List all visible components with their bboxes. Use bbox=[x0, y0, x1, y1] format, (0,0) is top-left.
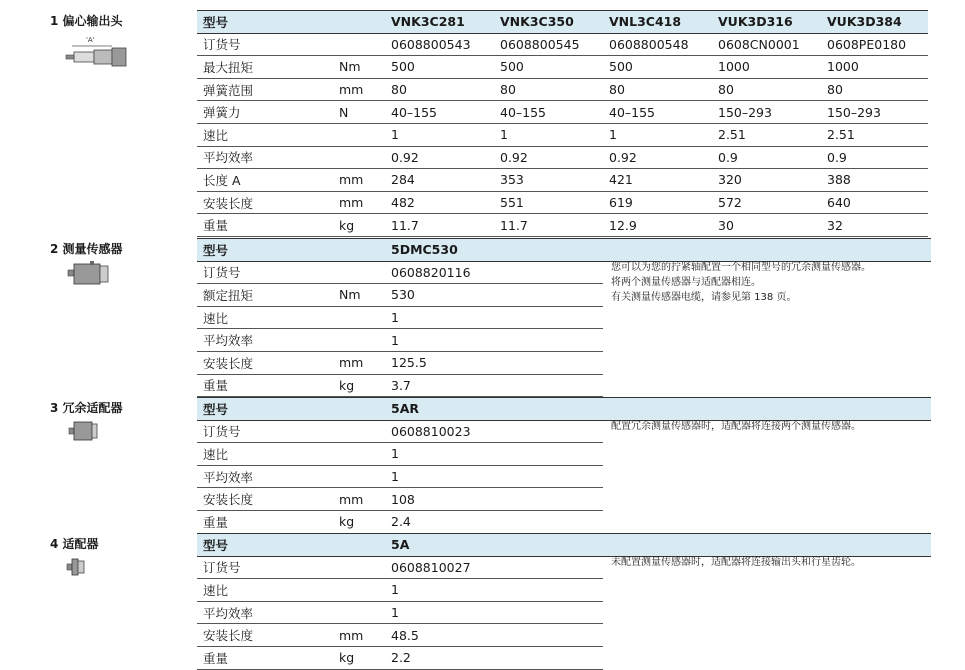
table-cell: 421 bbox=[603, 169, 712, 192]
table-cell: 弹簧范围 bbox=[197, 78, 333, 101]
table-cell: 500 bbox=[603, 56, 712, 79]
table-cell: 重量 bbox=[197, 374, 333, 397]
table-cell: 速比 bbox=[197, 123, 333, 146]
spec-table bbox=[197, 10, 928, 237]
table-cell: 平均效率 bbox=[197, 601, 333, 624]
table-cell: 551 bbox=[494, 191, 603, 214]
table-cell: 1 bbox=[385, 601, 603, 624]
table-cell: 0608810027 bbox=[385, 556, 603, 579]
section-note: 您可以为您的拧紧轴配置一个相同型号的冗余测量传感器。 将两个测量传感器与适配器相连。 有关测量传感器电缆，请参见第 138 页。 bbox=[611, 262, 871, 303]
table-cell: 150–293 bbox=[821, 101, 928, 124]
table-cell bbox=[333, 33, 385, 56]
table-cell: 150–293 bbox=[712, 101, 821, 124]
transducer-icon bbox=[66, 260, 112, 292]
table-cell: 40–155 bbox=[603, 101, 712, 124]
table-cell: mm bbox=[333, 78, 385, 101]
table-cell: 32 bbox=[821, 214, 928, 237]
table-row bbox=[197, 191, 928, 214]
table-cell: 速比 bbox=[197, 443, 333, 466]
table-row bbox=[197, 329, 603, 352]
table-cell: 48.5 bbox=[385, 624, 603, 647]
table-row bbox=[197, 214, 928, 237]
eccentric-output-icon bbox=[62, 34, 132, 76]
table-cell: N bbox=[333, 101, 385, 124]
spec-table bbox=[197, 533, 603, 670]
header-row: 型号 5AR bbox=[197, 398, 603, 421]
table-cell bbox=[333, 146, 385, 169]
table-cell: 0.92 bbox=[603, 146, 712, 169]
table-cell: 1 bbox=[385, 329, 603, 352]
table-cell: 1 bbox=[494, 123, 603, 146]
table-cell: 1 bbox=[385, 306, 603, 329]
table-cell bbox=[333, 556, 385, 579]
table-row bbox=[197, 123, 928, 146]
table-row bbox=[197, 261, 603, 284]
table-cell: 2.2 bbox=[385, 646, 603, 669]
table-cell: kg bbox=[333, 374, 385, 397]
table-cell: 2.4 bbox=[385, 510, 603, 533]
table-cell: 订货号 bbox=[197, 261, 333, 284]
table-cell: 572 bbox=[712, 191, 821, 214]
table-cell: 12.9 bbox=[603, 214, 712, 237]
table-cell: 安装长度 bbox=[197, 351, 333, 374]
table-row bbox=[197, 488, 603, 511]
table-cell: 11.7 bbox=[385, 214, 494, 237]
adapter-icon bbox=[66, 555, 90, 583]
table-cell bbox=[333, 579, 385, 602]
table-cell: 额定扭矩 bbox=[197, 284, 333, 307]
section-title: 4 适配器 bbox=[50, 537, 99, 551]
table-row bbox=[197, 579, 603, 602]
table-cell bbox=[333, 306, 385, 329]
section-note: 未配置测量传感器时，适配器将连接输出头和行星齿轮。 bbox=[611, 557, 861, 568]
table-cell: 0.92 bbox=[385, 146, 494, 169]
table-cell: Nm bbox=[333, 284, 385, 307]
table-row bbox=[197, 306, 603, 329]
header-row: 型号 5DMC530 bbox=[197, 239, 603, 262]
redundant-adapter-icon bbox=[68, 419, 100, 447]
section-title: 2 测量传感器 bbox=[50, 242, 123, 256]
table-cell: 530 bbox=[385, 284, 603, 307]
table-cell: 最大扭矩 bbox=[197, 56, 333, 79]
table-cell: 安装长度 bbox=[197, 488, 333, 511]
table-cell: 11.7 bbox=[494, 214, 603, 237]
table-cell: Nm bbox=[333, 56, 385, 79]
table-cell: 0.9 bbox=[712, 146, 821, 169]
table-cell: mm bbox=[333, 169, 385, 192]
spec-table bbox=[197, 238, 603, 397]
spec-table bbox=[197, 397, 603, 534]
table-cell: 1 bbox=[385, 123, 494, 146]
table-cell: 订货号 bbox=[197, 556, 333, 579]
table-row bbox=[197, 420, 603, 443]
table-cell: 40–155 bbox=[494, 101, 603, 124]
table-row bbox=[197, 351, 603, 374]
table-row bbox=[197, 601, 603, 624]
table-cell: 500 bbox=[494, 56, 603, 79]
header-row: 型号 VNK3C281 VNK3C350 VNL3C418 VUK3D316 VUK3D384 bbox=[197, 11, 928, 34]
table-cell: mm bbox=[333, 191, 385, 214]
table-cell: mm bbox=[333, 351, 385, 374]
table-row bbox=[197, 465, 603, 488]
length-a-label: 'A' bbox=[86, 36, 95, 44]
table-row bbox=[197, 78, 928, 101]
table-cell: 订货号 bbox=[197, 33, 333, 56]
table-row bbox=[197, 443, 603, 466]
table-cell bbox=[333, 123, 385, 146]
table-row bbox=[197, 556, 603, 579]
table-cell: 0608800545 bbox=[494, 33, 603, 56]
table-cell: 平均效率 bbox=[197, 146, 333, 169]
table-cell: 30 bbox=[712, 214, 821, 237]
table-cell: kg bbox=[333, 214, 385, 237]
table-cell: kg bbox=[333, 510, 385, 533]
table-cell: 弹簧力 bbox=[197, 101, 333, 124]
table-cell: 1 bbox=[385, 443, 603, 466]
table-cell: 0608CN0001 bbox=[712, 33, 821, 56]
table-cell: 80 bbox=[603, 78, 712, 101]
table-cell: 388 bbox=[821, 169, 928, 192]
table-cell: mm bbox=[333, 624, 385, 647]
table-cell: 80 bbox=[712, 78, 821, 101]
table-cell: 速比 bbox=[197, 306, 333, 329]
table-cell: 2.51 bbox=[712, 123, 821, 146]
table-cell: 重量 bbox=[197, 510, 333, 533]
table-cell: 长度 A bbox=[197, 169, 333, 192]
table-cell: 482 bbox=[385, 191, 494, 214]
table-cell: 1000 bbox=[712, 56, 821, 79]
table-cell: 0608810023 bbox=[385, 420, 603, 443]
table-cell: 640 bbox=[821, 191, 928, 214]
table-row bbox=[197, 646, 603, 669]
table-row bbox=[197, 101, 928, 124]
table-cell: 80 bbox=[385, 78, 494, 101]
table-cell: 80 bbox=[821, 78, 928, 101]
table-cell: mm bbox=[333, 488, 385, 511]
table-cell: 284 bbox=[385, 169, 494, 192]
table-cell: 108 bbox=[385, 488, 603, 511]
table-cell: 40–155 bbox=[385, 101, 494, 124]
section-title: 1 偏心输出头 bbox=[50, 14, 123, 28]
header-bar-extension bbox=[603, 533, 931, 557]
header-row: 型号 5A bbox=[197, 534, 603, 557]
table-cell: 80 bbox=[494, 78, 603, 101]
section-title: 3 冗余适配器 bbox=[50, 401, 123, 415]
header-bar-extension bbox=[603, 397, 931, 421]
table-cell: 0608PE0180 bbox=[821, 33, 928, 56]
table-cell bbox=[333, 443, 385, 466]
table-cell: 1000 bbox=[821, 56, 928, 79]
table-cell: 1 bbox=[385, 579, 603, 602]
section-note: 配置冗余测量传感器时，适配器将连接两个测量传感器。 bbox=[611, 421, 861, 432]
table-cell bbox=[333, 261, 385, 284]
table-cell bbox=[333, 420, 385, 443]
table-cell: 重量 bbox=[197, 214, 333, 237]
table-cell: kg bbox=[333, 646, 385, 669]
table-row bbox=[197, 374, 603, 397]
table-row bbox=[197, 169, 928, 192]
table-cell: 2.51 bbox=[821, 123, 928, 146]
table-cell bbox=[333, 601, 385, 624]
table-cell: 订货号 bbox=[197, 420, 333, 443]
table-cell: 3.7 bbox=[385, 374, 603, 397]
table-row bbox=[197, 624, 603, 647]
table-cell: 1 bbox=[603, 123, 712, 146]
table-cell: 500 bbox=[385, 56, 494, 79]
table-cell: 619 bbox=[603, 191, 712, 214]
table-cell: 平均效率 bbox=[197, 329, 333, 352]
table-cell: 安装长度 bbox=[197, 624, 333, 647]
table-cell: 平均效率 bbox=[197, 465, 333, 488]
table-cell: 0608820116 bbox=[385, 261, 603, 284]
table-cell: 1 bbox=[385, 465, 603, 488]
table-row bbox=[197, 510, 603, 533]
table-cell bbox=[333, 329, 385, 352]
table-cell: 0.9 bbox=[821, 146, 928, 169]
table-cell: 重量 bbox=[197, 646, 333, 669]
table-cell bbox=[333, 465, 385, 488]
table-row bbox=[197, 33, 928, 56]
table-row bbox=[197, 56, 928, 79]
table-row bbox=[197, 146, 928, 169]
table-cell: 0.92 bbox=[494, 146, 603, 169]
table-row bbox=[197, 284, 603, 307]
table-cell: 0608800548 bbox=[603, 33, 712, 56]
table-cell: 速比 bbox=[197, 579, 333, 602]
table-cell: 320 bbox=[712, 169, 821, 192]
table-cell: 125.5 bbox=[385, 351, 603, 374]
table-cell: 安装长度 bbox=[197, 191, 333, 214]
table-cell: 353 bbox=[494, 169, 603, 192]
table-cell: 0608800543 bbox=[385, 33, 494, 56]
header-bar-extension bbox=[603, 238, 931, 262]
